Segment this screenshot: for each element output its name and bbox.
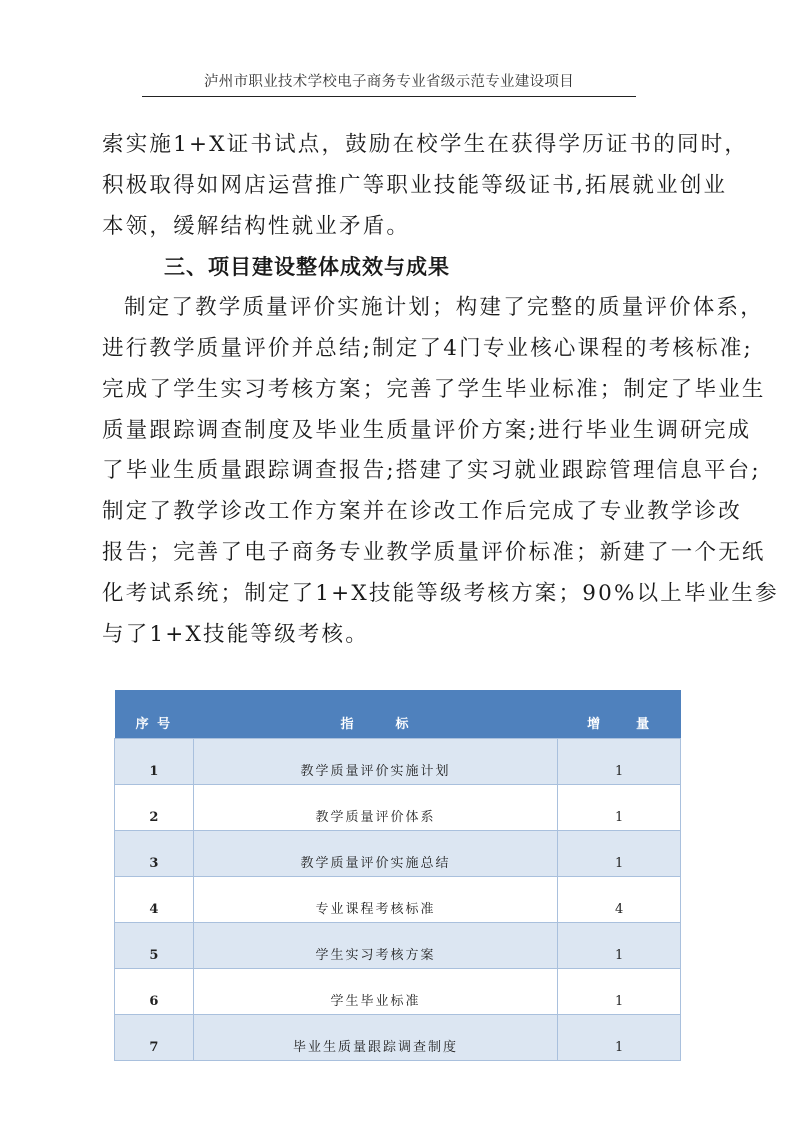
row-increment: 1	[558, 923, 681, 969]
body-line: 积极取得如网店运营推广等职业技能等级证书,拓展就业创业	[102, 172, 728, 198]
row-indicator: 毕业生质量跟踪调查制度	[193, 1015, 558, 1061]
document-body	[102, 128, 779, 658]
row-index: 5	[115, 923, 194, 969]
row-increment: 4	[558, 877, 681, 923]
body-line: 制定了教学质量评价实施计划；构建了完整的质量评价体系，	[124, 295, 764, 321]
table-row	[115, 969, 681, 1015]
header-indicator-char: 标	[395, 717, 411, 732]
body-line: 索实施1+X证书试点，鼓励在校学生在获得学历证书的同时，	[102, 132, 749, 157]
metrics-table	[114, 690, 681, 1061]
body-line: 报告；完善了电子商务专业教学质量评价标准；新建了一个无纸	[102, 539, 766, 565]
row-increment: 1	[558, 785, 681, 831]
row-indicator: 教学质量评价实施总结	[193, 831, 558, 877]
header-indicator	[193, 690, 558, 739]
row-indicator: 学生实习考核方案	[193, 923, 558, 969]
table-row	[115, 923, 681, 969]
header-increment	[558, 690, 681, 739]
body-line: 进行教学质量评价并总结;制定了4门专业核心课程的考核标准;	[102, 335, 753, 361]
header-increment-char: 增	[587, 717, 603, 732]
body-line: 制定了教学诊改工作方案并在诊改工作后完成了专业教学诊改	[102, 499, 742, 525]
body-line: 本领，缓解结构性就业矛盾。	[102, 213, 411, 239]
row-increment: 1	[558, 1015, 681, 1061]
header-index-char: 序	[135, 717, 151, 732]
row-increment: 1	[558, 739, 681, 785]
body-line: 与了1+X技能等级考核。	[102, 621, 369, 647]
body-line: 质量跟踪调查制度及毕业生质量评价方案;进行毕业生调研完成	[102, 417, 752, 443]
table-row	[115, 739, 681, 785]
row-index: 3	[115, 831, 194, 877]
row-indicator: 教学质量评价实施计划	[193, 739, 558, 785]
row-indicator: 学生毕业标准	[193, 969, 558, 1015]
row-increment: 1	[558, 831, 681, 877]
header-indicator-char: 指	[340, 717, 356, 732]
table-row	[115, 831, 681, 877]
body-line: 完成了学生实习考核方案；完善了学生毕业标准；制定了毕业生	[102, 376, 766, 402]
row-index: 1	[115, 739, 194, 785]
table-row	[115, 1015, 681, 1061]
row-index: 7	[115, 1015, 194, 1061]
row-index: 2	[115, 785, 194, 831]
row-increment: 1	[558, 969, 681, 1015]
row-indicator: 教学质量评价体系	[193, 785, 558, 831]
header-index	[115, 690, 194, 739]
running-header: 泸州市职业技术学校电子商务专业省级示范专业建设项目	[204, 74, 574, 90]
body-line: 化考试系统；制定了1+X技能等级考核方案；90%以上毕业生参	[102, 580, 779, 606]
table-row	[115, 785, 681, 831]
section-heading: 三、项目建设整体成效与成果	[164, 255, 450, 280]
row-indicator: 专业课程考核标准	[193, 877, 558, 923]
body-line: 了毕业生质量跟踪调查报告;搭建了实习就业跟踪管理信息平台;	[102, 458, 761, 484]
header-increment-char: 量	[636, 717, 652, 732]
row-index: 4	[115, 877, 194, 923]
table-row	[115, 877, 681, 923]
table-header-row	[115, 690, 681, 739]
header-index-char: 号	[157, 717, 173, 732]
row-index: 6	[115, 969, 194, 1015]
header-rule	[142, 96, 636, 97]
